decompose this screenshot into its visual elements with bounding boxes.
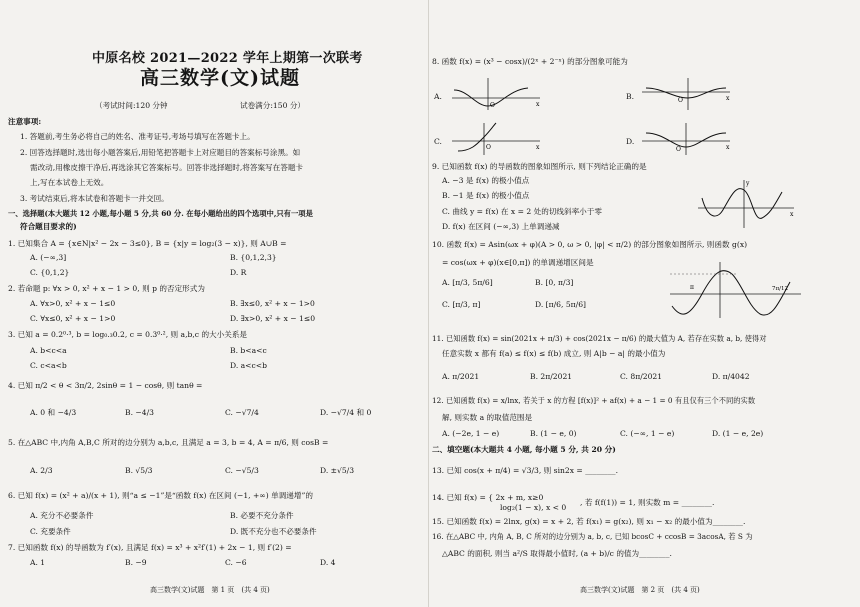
option: C. [π/3, π] [442, 300, 481, 309]
svg-text:x: x [726, 95, 730, 102]
question-stem: △ABC 的面积, 则当 a²/S 取得最小值时, (a + b)/c 的值为________. [442, 549, 672, 558]
option: D. −√7/4 和 0 [320, 408, 372, 417]
option: A. π/2021 [442, 372, 480, 381]
option: D. a<c<b [230, 361, 268, 370]
note-line: 3. 考试结束后,将本试卷和答题卡一并交回。 [20, 194, 169, 203]
option: C. −√7/4 [225, 408, 259, 417]
page-title: 高三数学(文)试题 [140, 67, 300, 89]
note-line: 上,写在本试卷上无效。 [30, 178, 109, 187]
exam-score: 试卷满分:150 分） [240, 101, 306, 110]
graph-label: A. [434, 92, 442, 101]
graph-d [638, 121, 734, 157]
question-stem: 6. 已知 f(x) = (x² + a)/(x + 1), 则“a ≤ −1”是“函数 f(x) 在区间 (−1, +∞) 单调递增”的 [8, 491, 313, 500]
question-stem: 1. 已知集合 A = {x∈N|x² − 2x − 3≤0}, B = {x|y = log₂(3 − x)}, 则 A∪B = [8, 239, 287, 248]
exam-time: （考试时间:120 分钟 [95, 101, 168, 110]
option: A. [π/3, 5π/6] [442, 278, 493, 287]
option: A. 充分不必要条件 [30, 511, 94, 520]
svg-text:x: x [536, 144, 540, 151]
tick-label: 7π/12 [772, 286, 788, 292]
option: D. R [230, 268, 247, 277]
svg-text:O: O [486, 144, 491, 151]
note-line: 1. 答题前,考生务必将自己的姓名、准考证号,考场号填写在答题卡上。 [20, 132, 255, 141]
option: B. 必要不充分条件 [230, 511, 294, 520]
question-stem: 4. 已知 π/2 < θ < 3π/2, 2sinθ = 1 − cosθ, 则 tanθ = [8, 381, 203, 390]
question-stem: 10. 函数 f(x) = Asin(ωx + φ)(A > 0, ω > 0, |φ| < π/2) 的部分图象如图所示, 则函数 g(x) [432, 240, 748, 249]
option: C. (−∞, 1 − e) [620, 429, 675, 438]
option: D. 既不充分也不必要条件 [230, 527, 317, 536]
question-stem: 8. 函数 f(x) = (x³ − cosx)/(2ˣ + 2⁻ˣ) 的部分图象可能为 [432, 57, 628, 66]
option: A. −3 是 f(x) 的极小值点 [442, 176, 530, 185]
graph-a [448, 76, 544, 112]
right-page [430, 0, 860, 607]
svg-text:O: O [490, 102, 495, 109]
sine-graph [668, 260, 803, 320]
question-stem: 13. 已知 cos(x + π/4) = √3/3, 则 sin2x = ________. [432, 466, 618, 475]
option: C. 8π/2021 [620, 372, 663, 381]
option: B. −1 是 f(x) 的极小值点 [442, 191, 530, 200]
option: B. b<a<c [230, 346, 267, 355]
question-stem: log₂(1 − x), x < 0 [500, 503, 567, 512]
option: A. 1 [30, 558, 46, 567]
graph-label: D. [626, 137, 635, 146]
question-stem: 11. 已知函数 f(x) = sin(2021x + π/3) + cos(2021x − π/6) 的最大值为 A, 若存在实数 a, b, 使得对 [432, 334, 767, 343]
option: A. b<c<a [30, 346, 67, 355]
notes-heading: 注意事项: [8, 117, 42, 126]
option: D. ∃x>0, x² + x − 1≤0 [230, 314, 316, 323]
option: C. −√5/3 [225, 466, 259, 475]
option: A. 2/3 [30, 466, 53, 475]
question-stem: 任意实数 x 都有 f(a) ≤ f(x) ≤ f(b) 成立, 则 A|b − a| 的最小值为 [442, 349, 666, 358]
option: D. π/4042 [712, 372, 750, 381]
option: C. ∀x≤0, x² + x − 1>0 [30, 314, 116, 323]
tick-label: π [690, 284, 694, 291]
option: C. {0,1,2} [30, 268, 70, 277]
graph-c [448, 121, 544, 157]
note-line: 2. 回答选择题时,选出每小题答案后,用铅笔把答题卡上对应题目的答案标号涂黑。如 [20, 148, 301, 157]
option: D. f(x) 在区间 (−∞,3) 上单调递减 [442, 222, 560, 231]
question-stem: , 若 f(f(1)) = 1, 则实数 m = ________. [580, 498, 715, 507]
option: A. (−2e, 1 − e) [442, 429, 500, 438]
option: C. −6 [225, 558, 247, 567]
option: B. {0,1,2,3} [230, 253, 277, 262]
section-heading: 二、填空题(本大题共 4 小题, 每小题 5 分, 共 20 分) [432, 445, 616, 454]
graph-label: B. [626, 92, 634, 101]
section-heading: 一、选择题(本大题共 12 小题,每小题 5 分,共 60 分. 在每小题给出的四个选项中,只有一项是 [8, 209, 313, 218]
question-stem: 14. 已知 f(x) = { 2x + m, x≥0 [432, 493, 544, 502]
option: D. ±√5/3 [320, 466, 355, 475]
question-stem: 16. 在△ABC 中, 内角 A, B, C 所对的边分别为 a, b, c, 已知 bcosC + ccosB = 3acosA, 若 S 为 [432, 532, 753, 541]
svg-text:x: x [726, 144, 730, 151]
option: B. (1 − e, 0) [530, 429, 577, 438]
option: D. (1 − e, 2e) [712, 429, 764, 438]
option: D. 4 [320, 558, 336, 567]
option: B. [0, π/3] [535, 278, 574, 287]
option: A. ∀x>0, x² + x − 1≤0 [30, 299, 116, 308]
section-heading: 符合题目要求的) [20, 222, 77, 231]
option: D. [π/6, 5π/6] [535, 300, 586, 309]
svg-text:x: x [536, 101, 540, 108]
question-stem: 7. 已知函数 f(x) 的导函数为 f′(x), 且满足 f(x) = x³ + x²f′(1) + 2x − 1, 则 f′(2) = [8, 543, 292, 552]
option: B. √5/3 [125, 466, 153, 475]
option: B. −9 [125, 558, 147, 567]
note-line: 需改动,用橡皮擦干净后,再选涂其它答案标号。回答非选择题时,将答案写在答题卡 [30, 163, 304, 172]
graph-label: C. [434, 137, 442, 146]
question-stem: 9. 已知函数 f(x) 的导函数的图象如图所示, 则下列结论正确的是 [432, 162, 647, 171]
question-stem: 5. 在△ABC 中,内角 A,B,C 所对的边分别为 a,b,c, 且满足 a = 3, b = 4, A = π/6, 则 cosB = [8, 438, 329, 447]
question-stem: 15. 已知函数 f(x) = 2lnx, g(x) = x + 2, 若 f(x₁) = g(x₂), 则 x₁ − x₂ 的最小值为________. [432, 517, 746, 526]
question-stem: 2. 若命题 p: ∀x > 0, x² + x − 1 > 0, 则 p 的否定形式为 [8, 284, 205, 293]
page-footer: 高三数学(文)试题 第 1 页 (共 4 页) [150, 586, 270, 594]
derivative-graph [696, 178, 796, 230]
option: A. (−∞,3] [30, 253, 67, 262]
svg-text:O: O [678, 97, 683, 104]
svg-text:O: O [676, 146, 681, 153]
svg-text:y: y [746, 180, 750, 187]
question-stem: = cos(ωx + φ)(x∈[0,π]) 的单调递增区间是 [442, 258, 594, 267]
option: C. 曲线 y = f(x) 在 x = 2 处的切线斜率小于零 [442, 207, 602, 216]
page-footer: 高三数学(文)试题 第 2 页 (共 4 页) [580, 586, 700, 594]
option: B. −4/3 [125, 408, 154, 417]
question-stem: 12. 已知函数 f(x) = x/lnx, 若关于 x 的方程 [f(x)]² + af(x) + a − 1 = 0 有且仅有三个不同的实数 [432, 396, 756, 405]
option: A. 0 和 −4/3 [30, 408, 77, 417]
svg-text:x: x [790, 211, 794, 218]
question-stem: 解, 则实数 a 的取值范围是 [442, 413, 533, 422]
question-stem: 3. 已知 a = 0.2⁰·³, b = log₀.₃0.2, c = 0.3⁰·², 则 a,b,c 的大小关系是 [8, 330, 248, 339]
graph-b [638, 76, 734, 112]
exam-header: 中原名校 2021—2022 学年上期第一次联考 [92, 51, 363, 66]
option: C. 充要条件 [30, 527, 71, 536]
option: B. ∃x≤0, x² + x − 1>0 [230, 299, 315, 308]
option: B. 2π/2021 [530, 372, 573, 381]
option: C. c<a<b [30, 361, 67, 370]
